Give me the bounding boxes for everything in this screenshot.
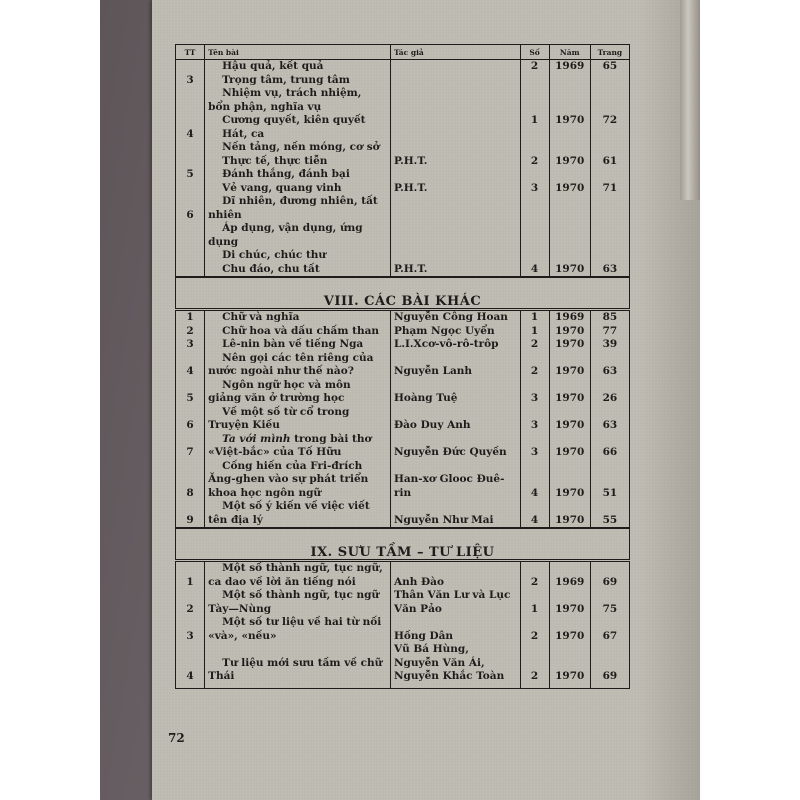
- row-year: 1970: [549, 325, 590, 339]
- header-trang: Trang: [590, 45, 629, 60]
- row-title: Một số thành ngữ, tục ngữ, ca dao về lời ăn tiếng nói: [205, 561, 391, 590]
- row-page: [590, 74, 629, 88]
- row-author: [390, 222, 520, 249]
- row-year: 1970: [549, 338, 590, 352]
- row-title: Chu đáo, chu tất: [205, 263, 391, 278]
- row-year: 1970: [549, 379, 590, 406]
- row-title: Một số tư liệu về hai từ nối «và», «nếu»: [205, 616, 391, 643]
- row-issue: 1: [520, 114, 549, 128]
- row-page: [590, 222, 629, 249]
- row-title: Cống hiến của Fri-đrích Ăng-ghen vào sự phát triển khoa học ngôn ngữ: [205, 460, 391, 501]
- row-page: 67: [590, 616, 629, 643]
- sections: [176, 277, 630, 688]
- table-row: [176, 114, 630, 128]
- table-row: [176, 128, 630, 142]
- row-page: [590, 87, 629, 114]
- table-row: [176, 379, 630, 406]
- row-issue: 3: [520, 433, 549, 460]
- row-title: Cương quyết, kiên quyết: [205, 114, 391, 128]
- table-row: [176, 182, 630, 196]
- row-issue: 2: [520, 338, 549, 352]
- row-page: 72: [590, 114, 629, 128]
- row-year: [549, 195, 590, 222]
- row-issue: 4: [520, 460, 549, 501]
- table-row: [176, 352, 630, 379]
- row-title: Chữ và nghĩa: [205, 310, 391, 325]
- table-row: [176, 338, 630, 352]
- row-issue: 2: [520, 643, 549, 684]
- row-title: Nên gọi các tên riêng của nước ngoài như thế nào?: [205, 352, 391, 379]
- row-number: [176, 87, 205, 114]
- row-title: Di chúc, chúc thư: [205, 249, 391, 263]
- header-nam: Năm: [549, 45, 590, 60]
- row-author: P.H.T.: [390, 263, 520, 278]
- section-heading-row: [176, 528, 630, 561]
- row-title: Trọng tâm, trung tâm: [205, 74, 391, 88]
- row-number: 6: [176, 406, 205, 433]
- row-title: Vẻ vang, quang vinh: [205, 182, 391, 196]
- table-row: [176, 500, 630, 528]
- table-row: [176, 249, 630, 263]
- row-title: Chữ hoa và dấu chấm than: [205, 325, 391, 339]
- row-year: [549, 249, 590, 263]
- row-issue: [520, 222, 549, 249]
- row-author: [390, 249, 520, 263]
- row-number: [176, 114, 205, 128]
- table-row: [176, 141, 630, 155]
- row-page: 61: [590, 155, 629, 169]
- row-title: Lê-nin bàn về tiếng Nga: [205, 338, 391, 352]
- title-rest: trong bài thơ «Việt-bắc» của Tố Hữu: [208, 432, 372, 458]
- table-row: [176, 616, 630, 643]
- row-year: 1970: [549, 182, 590, 196]
- row-author: [390, 128, 520, 142]
- row-issue: [520, 74, 549, 88]
- table-row: [176, 87, 630, 114]
- row-page: [590, 249, 629, 263]
- table-row: [176, 325, 630, 339]
- row-number: [176, 182, 205, 196]
- row-page: 63: [590, 263, 629, 278]
- row-year: [549, 74, 590, 88]
- table-row: [176, 406, 630, 433]
- row-issue: 2: [520, 352, 549, 379]
- row-title: Áp dụng, vận dụng, ứng dụng: [205, 222, 391, 249]
- row-number: 3: [176, 74, 205, 88]
- row-page: 26: [590, 379, 629, 406]
- row-author: Vũ Bá Hùng, Nguyễn Văn Ái, Nguyễn Khắc Toàn: [390, 643, 520, 684]
- table-row: [176, 433, 630, 460]
- row-page: 51: [590, 460, 629, 501]
- section-heading-row: [176, 277, 630, 310]
- row-number: 1: [176, 310, 205, 325]
- row-page: [590, 141, 629, 155]
- table-row: [176, 74, 630, 88]
- row-page: 75: [590, 589, 629, 616]
- row-author: Nguyễn Công Hoan: [390, 310, 520, 325]
- row-number: [176, 141, 205, 155]
- row-author: P.H.T.: [390, 155, 520, 169]
- row-author: Han-xơ Glooc Đuê-rin: [390, 460, 520, 501]
- row-author: Nguyễn Như Mai: [390, 500, 520, 528]
- row-year: [549, 141, 590, 155]
- row-issue: [520, 87, 549, 114]
- row-number: 7: [176, 433, 205, 460]
- row-year: 1970: [549, 352, 590, 379]
- table-row: [176, 561, 630, 590]
- row-issue: 4: [520, 263, 549, 278]
- row-author: Anh Đào: [390, 561, 520, 590]
- row-number: [176, 249, 205, 263]
- row-author: [390, 74, 520, 88]
- row-year: [549, 168, 590, 182]
- row-title: Nền tảng, nền móng, cơ sở: [205, 141, 391, 155]
- row-page: 77: [590, 325, 629, 339]
- table-row: [176, 222, 630, 249]
- row-number: 3: [176, 338, 205, 352]
- row-title: Một số ý kiến về việc viết tên địa lý: [205, 500, 391, 528]
- header-row: [176, 45, 630, 60]
- row-page: 63: [590, 406, 629, 433]
- table-row: [176, 460, 630, 501]
- row-author: Hồng Dân: [390, 616, 520, 643]
- row-issue: 3: [520, 182, 549, 196]
- table-end: [176, 684, 630, 689]
- row-author: Nguyễn Lanh: [390, 352, 520, 379]
- row-author: Đào Duy Anh: [390, 406, 520, 433]
- table-row: [176, 263, 630, 278]
- row-page: 39: [590, 338, 629, 352]
- row-title: Tư liệu mới sưu tầm về chữ Thái: [205, 643, 391, 684]
- row-page: 65: [590, 60, 629, 74]
- row-title: Dĩ nhiên, đương nhiên, tất nhiên: [205, 195, 391, 222]
- header-so: Số: [520, 45, 549, 60]
- row-number: 4: [176, 643, 205, 684]
- continued-rows: [176, 60, 630, 278]
- table-row: [176, 168, 630, 182]
- row-number: [176, 155, 205, 169]
- row-issue: 2: [520, 155, 549, 169]
- row-number: [176, 263, 205, 278]
- row-page: 55: [590, 500, 629, 528]
- row-issue: 1: [520, 325, 549, 339]
- row-author: [390, 168, 520, 182]
- table-row: [176, 195, 630, 222]
- row-title: Nhiệm vụ, trách nhiệm, bổn phận, nghĩa vụ: [205, 87, 391, 114]
- row-issue: [520, 249, 549, 263]
- italic-title-part: Ta với mình: [222, 432, 291, 445]
- row-issue: 1: [520, 310, 549, 325]
- table-row: [176, 589, 630, 616]
- row-title: Đánh thắng, đánh bại: [205, 168, 391, 182]
- row-page: 63: [590, 352, 629, 379]
- header-tt: TT: [176, 45, 205, 60]
- table-of-contents: [175, 44, 630, 689]
- row-author: L.I.Xcơ-vô-rô-trôp: [390, 338, 520, 352]
- row-number: 5: [176, 168, 205, 182]
- row-issue: 1: [520, 589, 549, 616]
- row-year: 1970: [549, 263, 590, 278]
- row-author: Hoàng Tuệ: [390, 379, 520, 406]
- row-year: 1969: [549, 310, 590, 325]
- section-heading: IX. SƯU TẦM – TƯ LIỆU: [176, 528, 630, 561]
- row-number: 2: [176, 325, 205, 339]
- row-page: 69: [590, 643, 629, 684]
- row-issue: 2: [520, 60, 549, 74]
- row-title: Một số thành ngữ, tục ngữ Tày—Nùng: [205, 589, 391, 616]
- row-number: 4: [176, 352, 205, 379]
- row-title: Thực tế, thực tiễn: [205, 155, 391, 169]
- row-title: Hát, ca: [205, 128, 391, 142]
- row-year: 1970: [549, 616, 590, 643]
- row-year: 1970: [549, 114, 590, 128]
- row-page: [590, 168, 629, 182]
- row-title: Về một số từ cổ trong Truyện Kiều: [205, 406, 391, 433]
- row-author: [390, 60, 520, 74]
- header-title: Tên bài: [205, 45, 391, 60]
- row-year: 1970: [549, 643, 590, 684]
- section-heading: VIII. CÁC BÀI KHÁC: [176, 277, 630, 310]
- row-issue: 2: [520, 561, 549, 590]
- row-number: 8: [176, 460, 205, 501]
- row-number: 3: [176, 616, 205, 643]
- row-year: 1970: [549, 155, 590, 169]
- row-number: 4: [176, 128, 205, 142]
- row-issue: 2: [520, 616, 549, 643]
- row-issue: 4: [520, 500, 549, 528]
- row-title: Ngôn ngữ học và môn giảng văn ở trường học: [205, 379, 391, 406]
- row-year: 1970: [549, 589, 590, 616]
- row-year: 1970: [549, 500, 590, 528]
- row-title: [205, 433, 391, 460]
- row-author: Thân Văn Lư và Lục Văn Pảo: [390, 589, 520, 616]
- row-author: [390, 141, 520, 155]
- row-issue: [520, 168, 549, 182]
- row-page: 66: [590, 433, 629, 460]
- row-author: [390, 87, 520, 114]
- row-year: 1970: [549, 433, 590, 460]
- row-author: Nguyễn Đức Quyền: [390, 433, 520, 460]
- row-author: [390, 195, 520, 222]
- row-author: Phạm Ngọc Uyển: [390, 325, 520, 339]
- table-row: [176, 60, 630, 74]
- row-year: [549, 87, 590, 114]
- row-number: [176, 222, 205, 249]
- row-number: 9: [176, 500, 205, 528]
- toc-table: [175, 44, 630, 689]
- row-number: [176, 60, 205, 74]
- row-number: 1: [176, 561, 205, 590]
- row-number: 5: [176, 379, 205, 406]
- row-number: 6: [176, 195, 205, 222]
- row-issue: [520, 195, 549, 222]
- row-year: 1969: [549, 561, 590, 590]
- row-page: 85: [590, 310, 629, 325]
- row-page: [590, 128, 629, 142]
- table-row: [176, 643, 630, 684]
- table-row: [176, 155, 630, 169]
- row-page: [590, 195, 629, 222]
- row-page: 71: [590, 182, 629, 196]
- row-issue: [520, 128, 549, 142]
- page-binding-string: [680, 0, 700, 200]
- row-issue: [520, 141, 549, 155]
- table-row: [176, 310, 630, 325]
- row-number: 2: [176, 589, 205, 616]
- page-number: 72: [168, 731, 185, 745]
- row-title: Hậu quả, kết quả: [205, 60, 391, 74]
- header-author: Tác giả: [390, 45, 520, 60]
- row-year: [549, 128, 590, 142]
- row-author: P.H.T.: [390, 182, 520, 196]
- row-year: 1970: [549, 460, 590, 501]
- row-issue: 3: [520, 379, 549, 406]
- row-page: 69: [590, 561, 629, 590]
- row-year: 1969: [549, 60, 590, 74]
- row-issue: 3: [520, 406, 549, 433]
- row-year: 1970: [549, 406, 590, 433]
- row-author: [390, 114, 520, 128]
- row-year: [549, 222, 590, 249]
